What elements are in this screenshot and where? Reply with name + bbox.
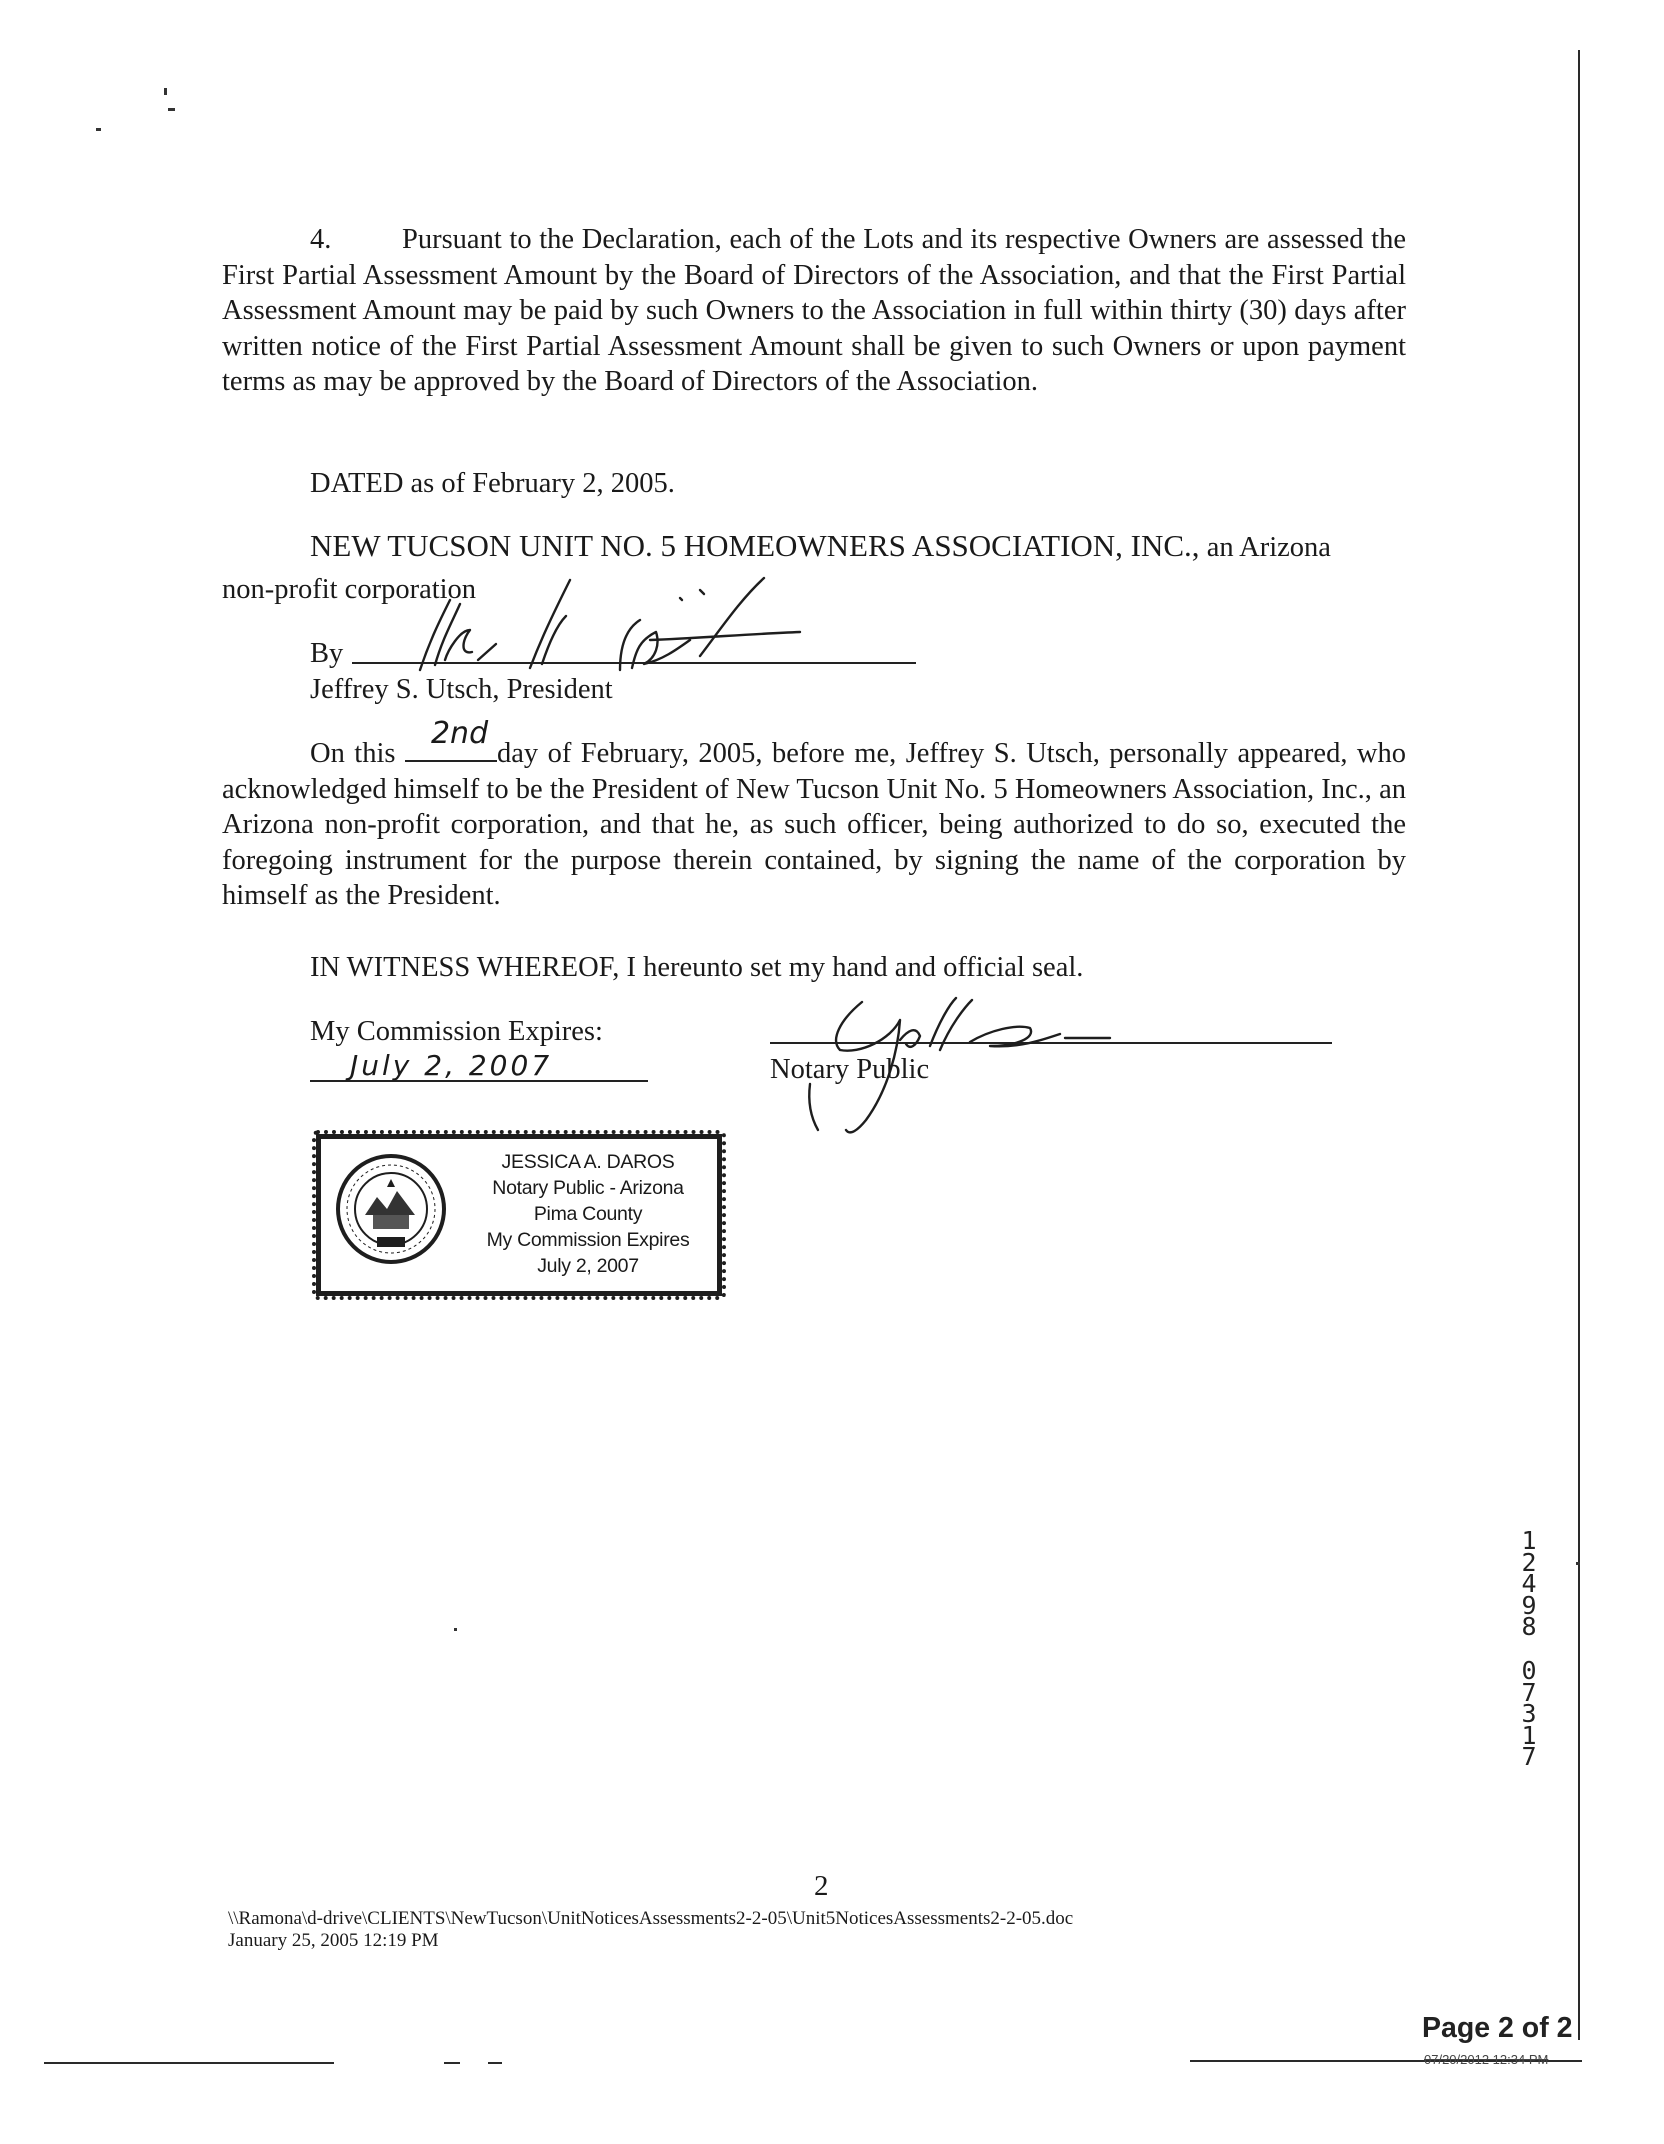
recording-digit: 4: [1521, 1569, 1537, 1598]
paragraph-4-text: Pursuant to the Declaration, each of the Lots and its respective Owners are assessed the First Partial Assessment Amount by the Board of Directors of the Association, and that the First Partial Assessment Amount may be paid by such Owners to the Association in full within thirty (30) days after written notice of the First Partial Assessment Amount shall be given to such Owners or upon payment terms as may be approved by the Board of Directors of the Association.: [222, 224, 1406, 397]
scan-speck: [168, 108, 175, 111]
scan-speck: [164, 88, 167, 95]
signer-name: Jeffrey S. Utsch, President: [310, 674, 613, 705]
commission-label: My Commission Expires:: [310, 1016, 603, 1047]
stamp-line: Pima County: [533, 1203, 643, 1225]
state-seal-icon: [335, 1153, 447, 1265]
bottom-rule: [488, 2062, 502, 2064]
file-path-footer: [228, 1908, 1073, 1952]
acknowledgment-text: day of February, 2005, before me, Jeffrey S. Utsch, personally appeared, who acknowledged himself to be the President of New Tucson Unit No. 5 Homeowners Association, Inc., an Arizona non-profit corporation, and that he, as such officer, being authorized to do so, executed the foregoing instrument for the purpose therein contained, by signing the name of the corporation by himself as the President.: [222, 738, 1406, 911]
recording-digit: 2: [1521, 1547, 1537, 1577]
scan-speck: [454, 1628, 457, 1631]
acknowledgment-prefix: On this: [310, 738, 396, 769]
association-line-2: non-profit corporation: [222, 574, 477, 605]
bottom-rule: [44, 2062, 334, 2064]
recording-digit: 7: [1521, 1742, 1537, 1771]
scan-speck: [96, 128, 101, 131]
recording-digit: 3: [1521, 1699, 1537, 1728]
paragraph-4: [222, 222, 1406, 400]
by-label: By: [310, 638, 344, 669]
recording-number-group-2: [1516, 1656, 1542, 1771]
fax-page-indicator: Page 2 of 2: [1422, 2012, 1573, 2044]
stamp-line: JESSICA A. DAROS: [501, 1151, 675, 1173]
acknowledgment-paragraph: [222, 716, 1406, 914]
president-signature: [400, 560, 820, 680]
notary-public-label: Notary Public: [770, 1054, 930, 1085]
file-path: \\Ramona\d-drive\CLIENTS\NewTucson\UnitNoticesAssessments2-2-05\Unit5NoticesAssessments2-2-05.doc: [228, 1908, 1074, 1929]
recording-number-group-1: [1516, 1526, 1542, 1641]
stamp-text: [459, 1149, 717, 1279]
stamp-line: July 2, 2007: [537, 1255, 639, 1277]
recording-digit: 8: [1521, 1612, 1537, 1641]
paragraph-number: 4.: [310, 224, 332, 255]
notary-stamp: [316, 1134, 722, 1296]
recording-digit: 9: [1521, 1590, 1537, 1620]
recording-digit: 7: [1521, 1677, 1537, 1707]
handwritten-day: 2nd: [430, 716, 489, 751]
stamp-line: Notary Public - Arizona: [492, 1177, 684, 1199]
recording-digit: 0: [1521, 1656, 1537, 1685]
recording-digit: 1: [1521, 1720, 1537, 1750]
fax-timestamp: 07/20/2012 12:34 PM: [1424, 2052, 1549, 2067]
stamp-line: My Commission Expires: [486, 1229, 690, 1251]
dated-line: DATED as of February 2, 2005.: [310, 468, 675, 499]
association-suffix: an Arizona: [1199, 532, 1331, 563]
association-name: NEW TUCSON UNIT NO. 5 HOMEOWNERS ASSOCIATION, INC.,: [310, 528, 1200, 563]
handwritten-commission-date: July 2, 2007: [350, 1049, 553, 1082]
recording-digit: 1: [1521, 1526, 1537, 1555]
scan-speck: [1576, 1562, 1580, 1565]
scan-edge-rule: [1578, 50, 1580, 2040]
file-date: January 25, 2005 12:19 PM: [228, 1930, 439, 1951]
witness-line: IN WITNESS WHEREOF, I hereunto set my hand and official seal.: [310, 952, 1084, 983]
page-number: 2: [814, 1870, 829, 1902]
bottom-rule: [444, 2062, 460, 2064]
day-blank: [405, 716, 497, 762]
